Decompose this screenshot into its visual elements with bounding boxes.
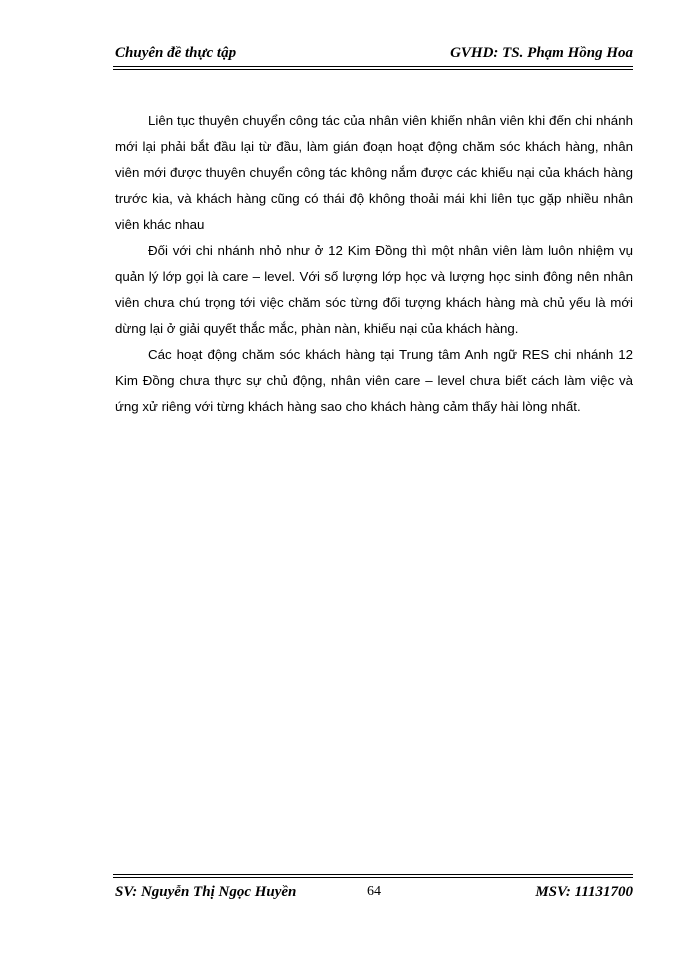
- header-title: Chuyên đề thực tập: [115, 45, 237, 61]
- paragraph-3: Các hoạt động chăm sóc khách hàng tại Trung tâm Anh ngữ RES chi nhánh 12 Kim Đồng chưa thực sự chủ động, nhân viên care – level chưa biết cách làm việc và ứng xử riêng với từng khách hàng sao cho khách hàng cảm thấy hài lòng nhất.: [115, 347, 633, 414]
- header-rule: [113, 66, 633, 70]
- footer-student-id: MSV: 11131700: [535, 883, 633, 900]
- paragraph-2: Đối với chi nhánh nhỏ như ở 12 Kim Đồng thì một nhân viên làm luôn nhiệm vụ quản lý lớp gọi là care – level. Với số lượng lớp học và lượng học sinh đông nên nhân viên chưa chú trọng tới việc chăm sóc từng đối tượng khách hàng mà chủ yếu là mới dừng lại ở giải quyết thắc mắc, phàn nàn, khiếu nại của khách hàng.: [115, 243, 633, 336]
- header-supervisor: GVHD: TS. Phạm Hồng Hoa: [450, 45, 633, 61]
- body-text: [115, 108, 633, 420]
- page-header: [115, 36, 633, 62]
- footer-author: SV: Nguyễn Thị Ngọc Huyền: [115, 883, 297, 900]
- page-footer: [115, 880, 633, 904]
- paragraph-1: Liên tục thuyên chuyển công tác của nhân viên khiến nhân viên khi đến chi nhánh mới lại phải bắt đầu lại từ đầu, làm gián đoạn hoạt động chăm sóc khách hàng, nhân viên mới được thuyên chuyển công tác không nắm được các khiếu nại của khách hàng trước kia, và khách hàng cũng có thái độ không thoải mái khi liên tục gặp nhiều nhân viên khác nhau: [115, 113, 633, 232]
- page-number: 64: [367, 884, 381, 899]
- footer-rule: [113, 874, 633, 878]
